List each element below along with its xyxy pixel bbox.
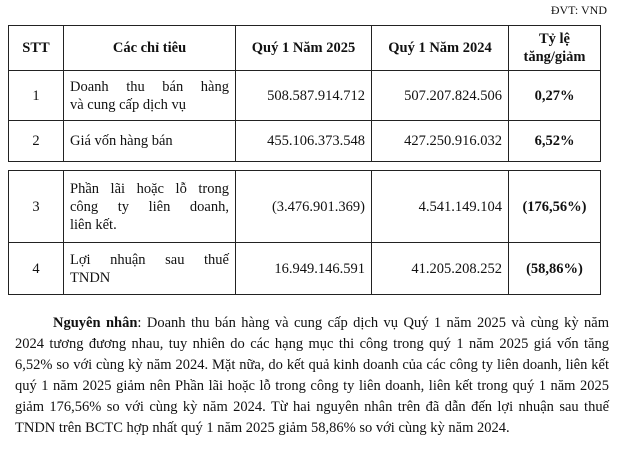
row-q1-2024: 4.541.149.104 — [372, 171, 509, 243]
explanation-text: : Doanh thu bán hàng và cung cấp dịch vụ Quý 1 năm 2025 và cùng kỳ năm 2024 tương đương nhau, tuy nhiên do các hạng mục thi công trong quý 1 năm 2025 giá vốn tăng 6,52% so với cùng kỳ năm 2024. Mặt nữa, do kết quả kinh doanh của các công ty liên doanh, liên kết quý 1 năm 2025 giảm nên Phần lãi hoặc lỗ trong công ty liên doanh, liên kết trong quý 1 năm 2025 giảm 176,56% so với cùng kỳ năm 2024. Từ hai nguyên nhân trên đã dẫn đến lợi nhuận sau thuế TNDN trên BCTC hợp nhất quý 1 năm 2025 giảm 58,86% so với cùng kỳ năm 2024. — [15, 315, 609, 436]
header-stt: STT — [9, 26, 64, 71]
financial-table-bottom — [8, 170, 601, 295]
financial-table-top — [8, 25, 601, 162]
indicator-line: và cung cấp dịch vụ — [70, 96, 186, 113]
row-q1-2024: 41.205.208.252 — [372, 243, 509, 295]
row-stt: 2 — [9, 121, 64, 162]
indicator-line: Doanh thu bán hàng — [70, 78, 229, 95]
row-indicator — [64, 243, 236, 295]
table-row — [9, 171, 601, 243]
indicator-line: Lợi nhuận sau thuế — [70, 251, 229, 268]
currency-unit-label: ĐVT: VND — [550, 3, 607, 17]
table-header-row — [9, 26, 601, 71]
header-change — [509, 26, 601, 71]
row-q1-2025: 508.587.914.712 — [236, 71, 372, 121]
row-change: 6,52% — [509, 121, 601, 162]
header-change-line2: tăng/giảm — [523, 49, 586, 65]
header-indicator: Các chỉ tiêu — [64, 26, 236, 71]
row-indicator — [64, 171, 236, 243]
row-stt: 4 — [9, 243, 64, 295]
table-row — [9, 121, 601, 162]
row-indicator: Giá vốn hàng bán — [64, 121, 236, 162]
row-stt: 3 — [9, 171, 64, 243]
row-change: (176,56%) — [509, 171, 601, 243]
row-q1-2025: 455.106.373.548 — [236, 121, 372, 162]
row-q1-2025: 16.949.146.591 — [236, 243, 372, 295]
indicator-line: TNDN — [70, 269, 111, 286]
indicator-line: liên kết. — [70, 216, 117, 233]
indicator-line: Phần lãi hoặc lỗ trong — [70, 180, 229, 197]
row-change: 0,27% — [509, 71, 601, 121]
header-q1-2024: Quý 1 Năm 2024 — [372, 26, 509, 71]
table-row — [9, 243, 601, 295]
explanation-label: Nguyên nhân — [53, 315, 138, 331]
explanation-paragraph — [15, 313, 609, 439]
row-indicator — [64, 71, 236, 121]
header-q1-2025: Quý 1 Năm 2025 — [236, 26, 372, 71]
table-row — [9, 71, 601, 121]
row-q1-2024: 427.250.916.032 — [372, 121, 509, 162]
indicator-line: công ty liên doanh, — [70, 198, 229, 215]
header-change-line1: Tỷ lệ — [538, 31, 570, 47]
row-q1-2025: (3.476.901.369) — [236, 171, 372, 243]
row-stt: 1 — [9, 71, 64, 121]
row-q1-2024: 507.207.824.506 — [372, 71, 509, 121]
row-change: (58,86%) — [509, 243, 601, 295]
